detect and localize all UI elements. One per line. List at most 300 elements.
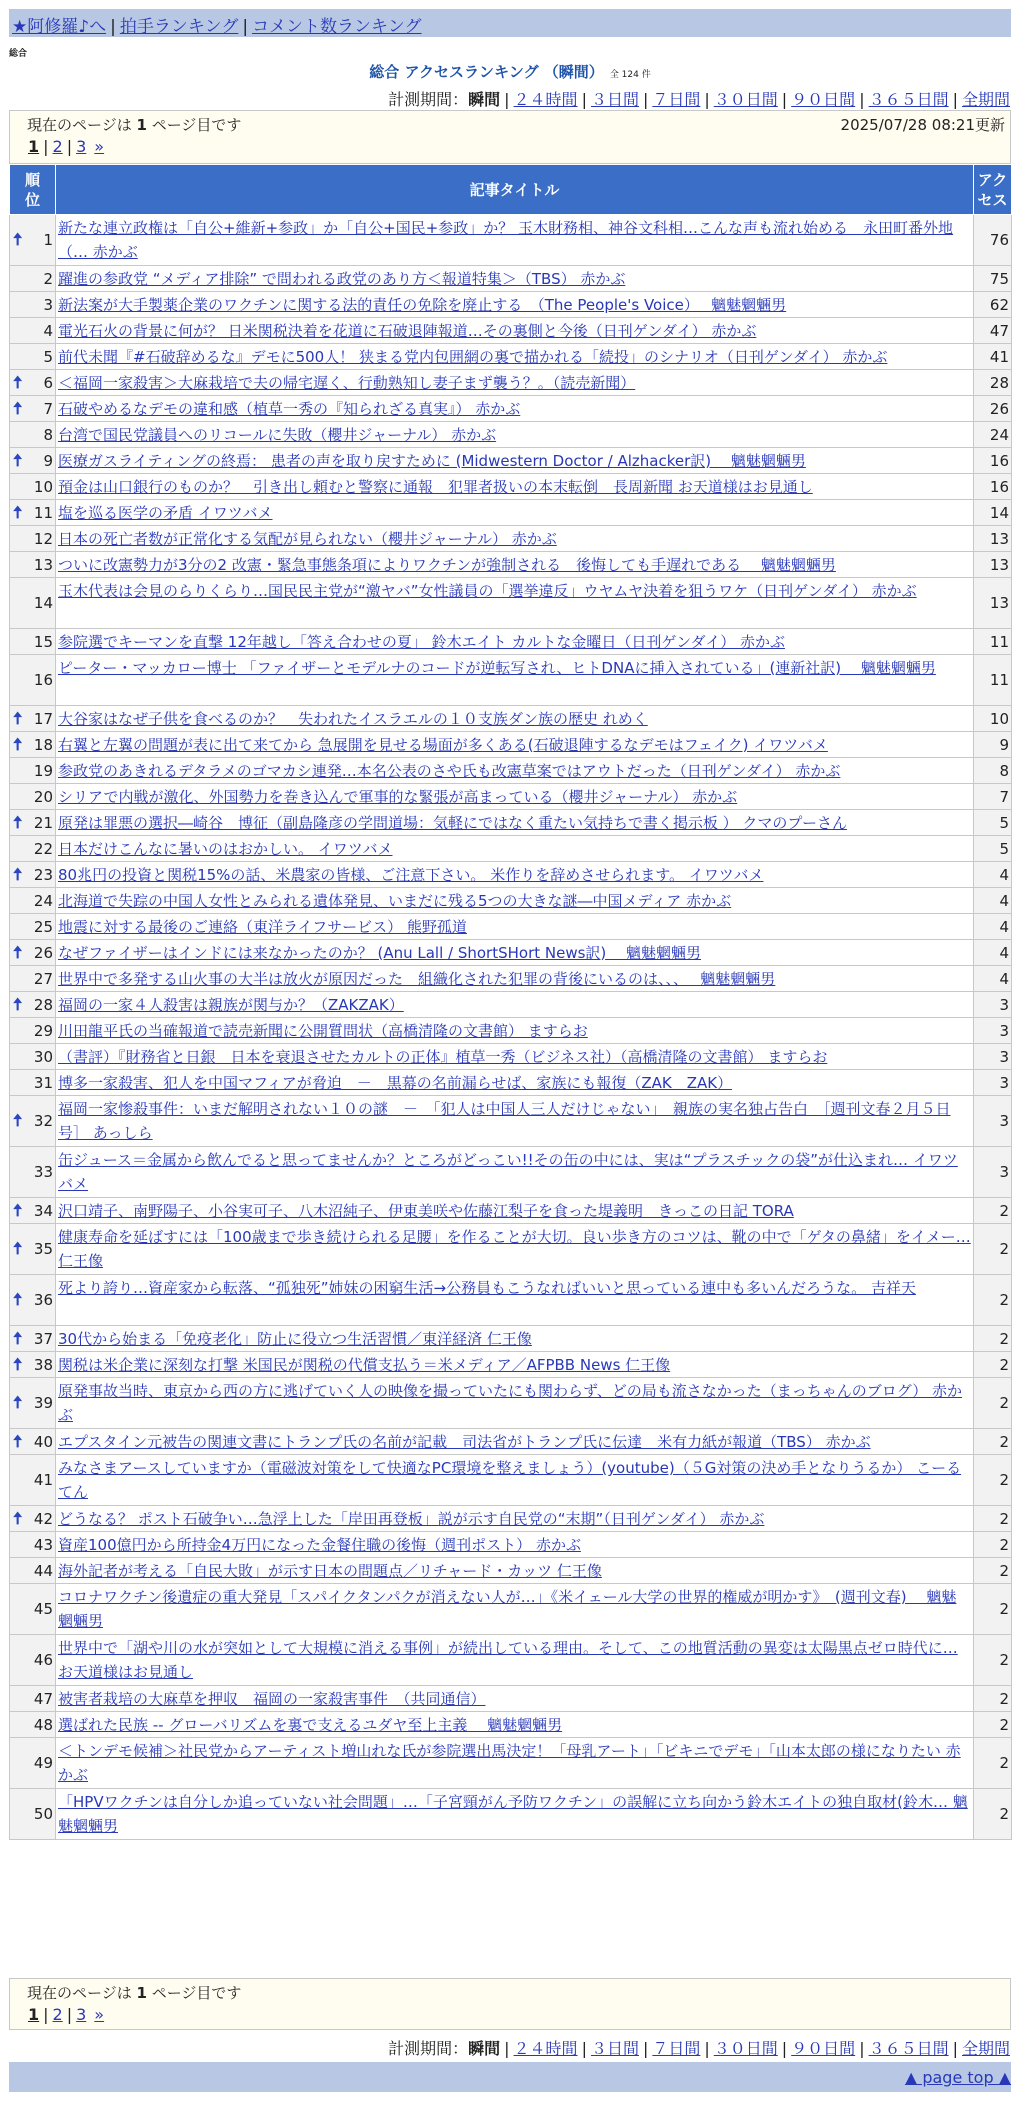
rank-cell — [10, 966, 56, 992]
article-link[interactable]: 北海道で失踪の中国人女性とみられる遺体発見、いまだに残る5つの大きな謎―中国メディア 赤かぶ — [58, 891, 732, 910]
period-separator: | — [952, 90, 958, 109]
title-cell — [56, 784, 974, 810]
rank-number: 33 — [33, 1163, 53, 1181]
access-count: 76 — [974, 215, 1012, 266]
period-label: 計測期間： — [388, 2039, 469, 2058]
table-row — [10, 396, 1012, 422]
title-cell — [56, 1455, 974, 1506]
table-row — [10, 655, 1012, 706]
rank-up-arrow-icon: 🠅 — [13, 994, 23, 1015]
page-separator: | — [43, 2005, 49, 2024]
access-count: 7 — [974, 784, 1012, 810]
title-cell — [56, 940, 974, 966]
title-cell — [56, 1018, 974, 1044]
title-cell — [56, 526, 974, 552]
period-link-5[interactable]: ３６５日間 — [868, 90, 949, 109]
title-cell — [56, 810, 974, 836]
rank-number: 39 — [33, 1394, 53, 1412]
period-link-4[interactable]: ９０日間 — [791, 90, 856, 109]
article-link[interactable]: 海外記者が考える「自民大敗」が示す日本の問題点／リチャード・カッツ 仁王像 — [58, 1561, 602, 1580]
page-link-current: 1 — [28, 137, 40, 156]
table-row — [10, 1455, 1012, 1506]
table-row — [10, 448, 1012, 474]
rank-up-arrow-icon: 🠅 — [13, 502, 23, 523]
article-link[interactable]: 沢口靖子、南野陽子、小谷実可子、八木沼純子、伊東美咲や佐藤江梨子を食った堤義明 きっこの日記 TORA — [58, 1201, 794, 1220]
title-cell — [56, 914, 974, 940]
title-cell — [56, 1224, 974, 1275]
home-link[interactable]: ★阿修羅♪へ — [12, 17, 107, 37]
rank-number: 27 — [33, 969, 53, 988]
rank-up-arrow-icon: 🠅 — [13, 1111, 23, 1131]
article-link[interactable]: 関税は米企業に深刻な打撃 米国民が関税の代償支払う＝米メディア／AFPBB News 仁王像 — [58, 1355, 671, 1374]
period-separator: | — [642, 90, 649, 109]
page-title — [0, 61, 1020, 82]
article-link[interactable]: みなさまアースしていますか（電磁波対策をして快適なPC環境を整えましょう）(youtube)（５G対策の決め手となりうるか） こーるてん — [58, 1459, 962, 1501]
table-row — [10, 810, 1012, 836]
page-separator: | — [43, 137, 49, 156]
table-row — [10, 1532, 1012, 1558]
article-link[interactable]: 世界中で多発する山火事の大半は放火が原因だった 組織化された犯罪の背後にいるのは、、、 魑魅魍魎男 — [58, 969, 776, 988]
table-row — [10, 914, 1012, 940]
article-link[interactable]: 原発は罪悪の選択―崎谷 博征（副島隆彦の学問道場：気軽にではなく重たい気持ちで書く掲示板 ） クマのプーさん — [58, 813, 847, 832]
table-row — [10, 1326, 1012, 1352]
rank-cell — [10, 292, 56, 318]
period-link-1[interactable]: ３日間 — [590, 2039, 639, 2058]
title-cell — [56, 344, 974, 370]
rank-cell — [10, 1532, 56, 1558]
table-row — [10, 370, 1012, 396]
table-row — [10, 344, 1012, 370]
title-cell — [56, 655, 974, 706]
rank-up-arrow-icon: 🠅 — [13, 450, 23, 471]
current-page-text — [27, 114, 241, 135]
rank-cell — [10, 1096, 56, 1147]
article-link[interactable]: 医療ガスライティングの終焉： 患者の声を取り戻すために (Midwestern Doctor / Alzhacker訳) 魑魅魍魎男 — [58, 451, 806, 470]
article-link[interactable]: 死より誇り…資産家から転落、“孤独死”姉妹の困窮生活→公務員もこうなればいいと思っている連中も多いんだろうな。 吉祥天 — [58, 1279, 916, 1297]
title-cell — [56, 862, 974, 888]
rank-number: 13 — [33, 555, 53, 574]
pager-top — [9, 110, 1011, 164]
rank-number: 17 — [33, 709, 53, 728]
article-link[interactable]: 川田龍平氏の当確報道で読売新聞に公開質問状（高橋清隆の文書館） ますらお — [58, 1021, 588, 1040]
article-link[interactable]: 参院選でキーマンを直撃 12年越し「答え合わせの夏」 鈴木エイト カルトな金曜日（日刊ゲンダイ） 赤かぶ — [58, 632, 785, 651]
category-tag: 総合 — [9, 49, 28, 59]
table-row — [10, 552, 1012, 578]
article-link[interactable]: 日本だけこんなに暑いのはおかしい。 イワツバメ — [58, 839, 393, 858]
rank-number: 26 — [33, 943, 53, 962]
rank-cell — [10, 1070, 56, 1096]
article-link[interactable]: 原発事故当時、東京から西の方に逃げていく人の映像を撮っていたにも関わらず、どの局も流さなかった（まっちゃんのブログ） 赤かぶ — [58, 1382, 963, 1424]
rank-up-arrow-icon: 🠅 — [13, 1290, 23, 1310]
rank-cell — [10, 810, 56, 836]
rank-cell — [10, 578, 56, 629]
article-link[interactable]: 新たな連立政権は「自公+維新+参政」か「自公+国民+参政」か？ 玉木財務相、神谷文科相…こんな声も流れ始める 永田町番外地（… 赤かぶ — [58, 219, 954, 261]
rank-cell — [10, 1506, 56, 1532]
article-link[interactable]: コロナワクチン後遺症の重大発見「スパイクタンパクが消えない人が…」《米イェール大学の世界的権威が明かす》 (週刊文春) 魑魅魍魎男 — [58, 1588, 957, 1630]
rank-header: 順 位 — [10, 165, 56, 215]
rank-number: 23 — [33, 865, 53, 884]
rank-cell — [10, 500, 56, 526]
period-link-6[interactable]: 全期間 — [961, 90, 1010, 109]
access-count: 2 — [974, 1429, 1012, 1455]
title-cell — [56, 370, 974, 396]
article-link[interactable]: 台湾で国民党議員へのリコールに失敗（櫻井ジャーナル） 赤かぶ — [58, 425, 497, 444]
rank-cell — [10, 1224, 56, 1275]
rank-number: 24 — [33, 891, 53, 910]
table-row — [10, 1686, 1012, 1712]
rank-number: 3 — [43, 295, 53, 314]
access-count: 2 — [974, 1584, 1012, 1635]
rank-number: 45 — [33, 1600, 53, 1618]
period-separator: | — [781, 90, 788, 109]
rank-cell — [10, 784, 56, 810]
article-link[interactable]: 選ばれた民族 -- グローバリズムを裏で支えるユダヤ至上主義 魑魅魍魎男 — [58, 1715, 563, 1734]
rank-cell — [10, 526, 56, 552]
article-link[interactable]: 30代から始まる「免疫老化」防止に役立つ生活習慣／東洋経済 仁王像 — [58, 1329, 532, 1348]
title-cell — [56, 500, 974, 526]
article-link[interactable]: 電光石火の背景に何が？ 日米関税決着を花道に石破退陣報道…その裏側と今後（日刊ゲンダイ） 赤かぶ — [58, 321, 757, 340]
access-count: 3 — [974, 1018, 1012, 1044]
title-cell — [56, 1712, 974, 1738]
period-link-3[interactable]: ３０日間 — [713, 90, 778, 109]
title-cell — [56, 448, 974, 474]
rank-cell — [10, 370, 56, 396]
title-cell — [56, 1429, 974, 1455]
rank-cell — [10, 655, 56, 706]
rank-number: 7 — [43, 399, 53, 418]
rank-number: 43 — [33, 1535, 53, 1554]
nav-separator: | — [242, 17, 249, 37]
access-count: 13 — [974, 526, 1012, 552]
title-cell — [56, 474, 974, 500]
article-link[interactable]: エプスタイン元被告の関連文書にトランプ氏の名前が記載 司法省がトランプ氏に伝達 米有力紙が報道（TBS） 赤かぶ — [58, 1432, 871, 1451]
access-count: 26 — [974, 396, 1012, 422]
period-link-0[interactable]: ２４時間 — [513, 90, 578, 109]
article-link[interactable]: なぜファイザーはインドには来なかったのか？ (Anu Lall / ShortSHort News訳) 魑魅魍魎男 — [58, 943, 702, 962]
article-link[interactable]: 大谷家はなぜ子供を食べるのか？ 失われたイスラエルの１０支族ダン族の歴史 れめく — [58, 709, 648, 728]
period-separator: | — [952, 2039, 958, 2058]
article-link[interactable]: 80兆円の投資と関税15%の話、米農家の皆様、ご注意下さい。 米作りを辞めさせられます。 イワツバメ — [58, 865, 764, 884]
access-count: 2 — [974, 1224, 1012, 1275]
title-cell — [56, 1584, 974, 1635]
rank-number: 31 — [33, 1073, 53, 1092]
table-row — [10, 888, 1012, 914]
rank-cell — [10, 1275, 56, 1326]
access-count: 3 — [974, 1096, 1012, 1147]
title-cell — [56, 836, 974, 862]
rank-up-arrow-icon: 🠅 — [13, 230, 23, 250]
rank-cell — [10, 1378, 56, 1429]
title-cell — [56, 1096, 974, 1147]
period-link-2[interactable]: ７日間 — [652, 90, 701, 109]
article-link[interactable]: 日本の死亡者数が正常化する気配が見られない（櫻井ジャーナル） 赤かぶ — [58, 529, 557, 548]
article-link[interactable]: （書評）『財務省と日銀 日本を衰退させたカルトの正体』植草一秀（ビジネス社）（高橋清隆の文書館） ますらお — [58, 1047, 828, 1066]
applause-ranking-link[interactable]: 拍手ランキング — [119, 17, 239, 37]
article-link[interactable]: 博多一家殺害、犯人を中国マフィアが脅迫 － 黒幕の名前漏らせば、家族にも報復（ZAK ZAK） — [58, 1073, 733, 1092]
period-separator: | — [781, 2039, 788, 2058]
article-link[interactable]: ついに改憲勢力が3分の2 改憲・緊急事態条項によりワクチンが強制される 後悔しても手遅れである 魑魅魍魎男 — [58, 555, 836, 574]
article-link[interactable]: 資産100億円から所持金4万円になった金餐住職の後悔（週刊ポスト） 赤かぶ — [58, 1535, 581, 1554]
rank-number: 29 — [33, 1021, 53, 1040]
rank-cell — [10, 992, 56, 1018]
title-cell — [56, 758, 974, 784]
page-link-current: 1 — [28, 2005, 40, 2024]
article-link[interactable]: 新法案が大手製薬企業のワクチンに関する法的責任の免除を廃止する （The People's Voice） 魑魅魍魎男 — [58, 295, 787, 314]
table-row — [10, 1224, 1012, 1275]
rank-up-arrow-icon: 🠅 — [13, 734, 23, 755]
article-link[interactable]: 世界中で「湖や川の水が突如として大規模に消える事例」が続出している理由。そして、この地質活動の異変は太陽黒点ゼロ時代に… お天道様はお見通し — [58, 1639, 958, 1681]
rank-number: 22 — [33, 839, 53, 858]
rank-cell — [10, 396, 56, 422]
article-link[interactable]: どうなる？ ポスト石破争い…急浮上した「岸田再登板」説が示す自民党の“末期”（日刊ゲンダイ） 赤かぶ — [58, 1509, 765, 1528]
rank-cell — [10, 1558, 56, 1584]
article-link[interactable]: 地震に対する最後のご連絡（東洋ライフサービス） 熊野孤道 — [58, 917, 467, 936]
article-link[interactable]: 「HPVワクチンは自分しか追っていない社会問題」…「子宮頸がん予防ワクチン」の誤解に立ち向かう鈴木エイトの独自取材(鈴木… 魑魅魍魎男 — [58, 1793, 968, 1835]
title-cell — [56, 732, 974, 758]
page-suffix: ページ目です — [151, 1984, 242, 2002]
rank-up-arrow-icon: 🠅 — [13, 1328, 23, 1349]
rank-cell — [10, 914, 56, 940]
rank-number: 25 — [33, 917, 53, 936]
rank-cell — [10, 1044, 56, 1070]
count-header: アク セス — [974, 165, 1012, 215]
period-separator: | — [581, 90, 587, 109]
table-row — [10, 1275, 1012, 1326]
article-link[interactable]: ＜福岡一家殺害＞大麻栽培で夫の帰宅遅く、行動熟知し妻子まず襲う？。（読売新聞） — [58, 373, 636, 392]
rank-number: 6 — [43, 373, 53, 392]
article-link[interactable]: 参政党のあきれるデタラメのゴマカシ連発…本名公表のさや氏も改憲草案ではアウトだった（日刊ゲンダイ） 赤かぶ — [58, 761, 841, 780]
article-link[interactable]: 右翼と左翼の問題が表に出て来てから 急展開を見せる場面が多くある(石破退陣するなデモはフェイク) イワツバメ — [58, 735, 828, 754]
period-separator: | — [642, 2039, 649, 2058]
title-cell — [56, 318, 974, 344]
rank-up-arrow-icon: 🠅 — [13, 708, 23, 729]
rank-cell — [10, 1429, 56, 1455]
access-count: 2 — [974, 1738, 1012, 1789]
period-link-3[interactable]: ３０日間 — [713, 2039, 778, 2058]
rank-number: 40 — [33, 1432, 53, 1451]
table-row — [10, 1789, 1012, 1840]
top-nav-bar — [9, 9, 1011, 37]
article-link[interactable]: 健康寿命を延ばすには「100歳まで歩き続けられる足腰」を作ることが大切。良い歩き方のコツは、靴の中で「ゲタの鼻緒」をイメー… 仁王像 — [58, 1228, 971, 1270]
comment-ranking-link[interactable]: コメント数ランキング — [252, 17, 422, 37]
rank-cell — [10, 474, 56, 500]
rank-up-arrow-icon: 🠅 — [13, 1393, 23, 1413]
title-cell — [56, 578, 974, 629]
title-cell — [56, 1044, 974, 1070]
title-cell — [56, 1506, 974, 1532]
access-count: 2 — [974, 1352, 1012, 1378]
title-cell — [56, 1789, 974, 1840]
page-link-2[interactable]: 2 — [52, 137, 63, 156]
period-separator: | — [704, 2039, 710, 2058]
rank-cell — [10, 344, 56, 370]
article-link[interactable]: 躍進の参政党 “メディア排除” で問われる政党のあり方＜報道特集＞（TBS） 赤かぶ — [58, 269, 626, 288]
page-prefix: 現在のページは — [27, 116, 132, 134]
title-cell — [56, 1326, 974, 1352]
current-page-number: 1 — [136, 116, 147, 134]
table-row — [10, 1096, 1012, 1147]
period-link-5[interactable]: ３６５日間 — [868, 2039, 949, 2058]
rank-number: 38 — [33, 1355, 53, 1374]
total-count: 全 124 件 — [609, 70, 651, 80]
period-selector-bottom — [388, 2036, 1010, 2059]
rank-number: 8 — [43, 425, 53, 444]
rank-number: 47 — [33, 1689, 53, 1708]
rank-up-arrow-icon: 🠅 — [13, 1200, 23, 1221]
period-separator: | — [504, 90, 510, 109]
article-link[interactable]: 石破やめるなデモの違和感（植草一秀の『知られざる真実』） 赤かぶ — [58, 399, 521, 418]
table-row — [10, 629, 1012, 655]
table-row — [10, 1018, 1012, 1044]
rank-cell — [10, 1584, 56, 1635]
article-link[interactable]: 玉木代表は会見のらりくらり…国民民主党が“激ヤバ”女性議員の「選挙違反」ウヤムヤ決着を狙うワケ（日刊ゲンダイ） 赤かぶ — [58, 582, 917, 600]
article-link[interactable]: ピーター・マッカロー博士 「ファイザーとモデルナのコードが逆転写され、ヒトDNAに挿入されている」(連新社訳) 魑魅魍魎男 — [58, 659, 936, 677]
title-cell — [56, 396, 974, 422]
page-top-link[interactable]: ▲ page top ▲ — [904, 2068, 1011, 2087]
rank-number: 32 — [33, 1112, 53, 1130]
period-selector-top — [388, 87, 1010, 110]
access-count: 4 — [974, 940, 1012, 966]
access-count: 13 — [974, 578, 1012, 629]
title-cell — [56, 1738, 974, 1789]
access-count: 5 — [974, 810, 1012, 836]
rank-number: 50 — [33, 1805, 53, 1823]
ranking-table — [9, 164, 1012, 1840]
table-row — [10, 992, 1012, 1018]
access-count: 5 — [974, 836, 1012, 862]
title-cell — [56, 1558, 974, 1584]
page-suffix: ページ目です — [151, 116, 242, 134]
rank-number: 1 — [43, 231, 53, 249]
rank-cell — [10, 266, 56, 292]
rank-cell — [10, 1738, 56, 1789]
rank-number: 19 — [33, 761, 53, 780]
title-cell — [56, 266, 974, 292]
rank-cell — [10, 1198, 56, 1224]
nav-separator: | — [110, 17, 116, 37]
table-row — [10, 940, 1012, 966]
table-row — [10, 732, 1012, 758]
rank-up-arrow-icon: 🠅 — [13, 1239, 23, 1259]
next-page-link[interactable]: » — [94, 137, 105, 156]
table-row — [10, 1147, 1012, 1198]
period-link-0[interactable]: ２４時間 — [513, 2039, 578, 2058]
article-link[interactable]: 前代未聞『#石破辞めるな』デモに500人！ 狭まる党内包囲網の裏で描かれる「続投」のシナリオ（日刊ゲンダイ） 赤かぶ — [58, 347, 888, 366]
page-separator: | — [66, 137, 73, 156]
page-links — [28, 2005, 104, 2024]
access-count: 16 — [974, 474, 1012, 500]
access-count: 47 — [974, 318, 1012, 344]
period-link-2[interactable]: ７日間 — [652, 2039, 701, 2058]
access-count: 24 — [974, 422, 1012, 448]
title-header: 記事タイトル — [56, 165, 974, 215]
article-link[interactable]: 缶ジュース＝金属から飲んでると思ってませんか？ところがどっこい!!その缶の中には、実は“プラスチックの袋”が仕込まれ… イワツバメ — [58, 1151, 958, 1193]
rank-number: 37 — [33, 1329, 53, 1348]
access-count: 8 — [974, 758, 1012, 784]
title-cell — [56, 1352, 974, 1378]
period-link-4[interactable]: ９０日間 — [791, 2039, 856, 2058]
table-row — [10, 266, 1012, 292]
access-count: 4 — [974, 914, 1012, 940]
access-count: 3 — [974, 1044, 1012, 1070]
article-link[interactable]: シリアで内戦が激化、外国勢力を巻き込んで軍事的な緊張が高まっている（櫻井ジャーナル） 赤かぶ — [58, 787, 738, 806]
rank-number: 10 — [33, 477, 53, 496]
current-page-text — [27, 1982, 241, 2003]
rank-number: 15 — [33, 632, 53, 651]
rank-cell — [10, 215, 56, 266]
access-count: 2 — [974, 1275, 1012, 1326]
rank-up-arrow-icon: 🠅 — [13, 1431, 23, 1452]
access-count: 2 — [974, 1558, 1012, 1584]
title-cell — [56, 1275, 974, 1326]
period-label: 計測期間： — [388, 90, 469, 109]
access-count: 9 — [974, 732, 1012, 758]
rank-cell — [10, 732, 56, 758]
article-link[interactable]: 福岡一家惨殺事件：いまだ解明されない１０の謎 － 「犯人は中国人三人だけじゃない」 親族の実名独占告白 ［週刊文春２月５日号］ あっしら — [58, 1100, 951, 1142]
rank-cell — [10, 1712, 56, 1738]
page-title-text: 総合 アクセスランキング （瞬間） — [369, 63, 604, 81]
table-row — [10, 1635, 1012, 1686]
table-row — [10, 318, 1012, 344]
title-cell — [56, 552, 974, 578]
rank-up-arrow-icon: 🠅 — [13, 1354, 23, 1375]
rank-number: 16 — [33, 671, 53, 689]
table-row — [10, 526, 1012, 552]
rank-number: 28 — [33, 995, 53, 1014]
article-link[interactable]: 塩を巡る医学の矛盾 イワツバメ — [58, 503, 273, 522]
page-link-3[interactable]: 3 — [76, 2005, 87, 2024]
page-prefix: 現在のページは — [27, 1984, 132, 2002]
rank-number: 35 — [33, 1240, 53, 1258]
rank-number: 41 — [33, 1471, 53, 1489]
rank-number: 36 — [33, 1291, 53, 1309]
page-link-3[interactable]: 3 — [76, 137, 87, 156]
page-link-2[interactable]: 2 — [52, 2005, 63, 2024]
access-count: 2 — [974, 1635, 1012, 1686]
article-link[interactable]: ＜トンデモ候補＞社民党からアーティスト増山れな氏が参院選出馬決定！「母乳アート」「ビキニでデモ」「山本太郎の様になりたい 赤かぶ — [58, 1742, 961, 1784]
table-row — [10, 1378, 1012, 1429]
access-count: 3 — [974, 992, 1012, 1018]
title-cell — [56, 1532, 974, 1558]
article-link[interactable]: 預金は山口銀行のものか？ 引き出し頼むと警察に通報 犯罪者扱いの本末転倒 長周新聞 お天道様はお見通し — [58, 477, 813, 496]
next-page-link[interactable]: » — [94, 2005, 105, 2024]
rank-cell — [10, 318, 56, 344]
pager-bottom — [9, 1978, 1011, 2030]
rank-number: 5 — [43, 347, 53, 366]
rank-number: 11 — [33, 503, 53, 522]
title-cell — [56, 1147, 974, 1198]
rank-cell — [10, 1686, 56, 1712]
table-row — [10, 1070, 1012, 1096]
updated-timestamp: 2025/07/28 08:21更新 — [840, 116, 1005, 134]
rank-number: 4 — [43, 321, 53, 340]
period-link-1[interactable]: ３日間 — [590, 90, 639, 109]
table-row — [10, 1712, 1012, 1738]
access-count: 62 — [974, 292, 1012, 318]
rank-number: 44 — [33, 1561, 53, 1580]
title-cell — [56, 1635, 974, 1686]
title-cell — [56, 1198, 974, 1224]
table-row — [10, 1352, 1012, 1378]
access-count: 75 — [974, 266, 1012, 292]
table-row — [10, 292, 1012, 318]
title-cell — [56, 992, 974, 1018]
period-link-6[interactable]: 全期間 — [961, 2039, 1010, 2058]
article-link[interactable]: 被害者栽培の大麻草を押収 福岡の一家殺害事件 （共同通信） — [58, 1689, 486, 1708]
access-count: 2 — [974, 1532, 1012, 1558]
rank-number: 20 — [33, 787, 53, 806]
article-link[interactable]: 福岡の一家４人殺害は親族が関与か？（ZAKZAK） — [58, 995, 404, 1014]
